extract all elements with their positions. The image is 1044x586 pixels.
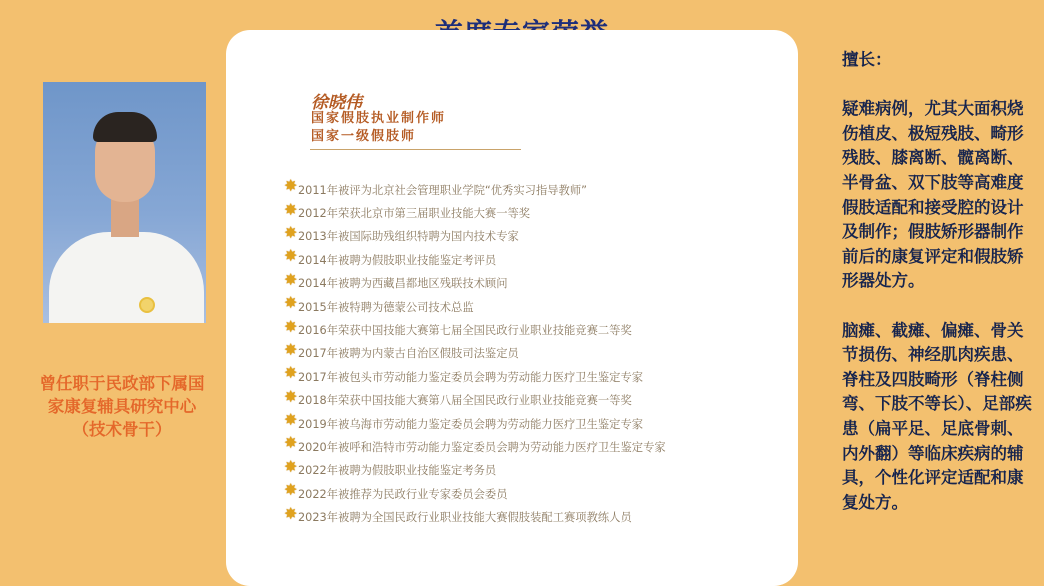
specialty-section <box>842 48 1038 540</box>
star-burst-icon: ✸ <box>284 363 298 383</box>
star-burst-icon: ✸ <box>284 176 298 196</box>
photo-coat <box>49 232 204 323</box>
expert-name: 徐晓伟 <box>311 93 362 113</box>
honor-text: 2011年被评为北京社会管理职业学院“优秀实习指导教师” <box>298 183 587 197</box>
star-burst-icon: ✸ <box>284 456 298 476</box>
honor-item <box>284 456 666 482</box>
star-burst-icon: ✸ <box>284 222 298 242</box>
star-burst-icon: ✸ <box>284 480 298 500</box>
caption-line: 曾任职于民政部下属国 <box>39 374 205 393</box>
honor-text: 2012年荣获北京市第三届职业技能大赛一等奖 <box>298 207 531 221</box>
star-burst-icon: ✸ <box>284 433 298 453</box>
honor-text: 2017年被包头市劳动能力鉴定委员会聘为劳动能力医疗卫生鉴定专家 <box>298 370 644 384</box>
honor-text: 2023年被聘为全国民政行业职业技能大赛假肢装配工赛项教练人员 <box>298 511 632 525</box>
honor-item <box>284 339 666 365</box>
star-burst-icon: ✸ <box>284 269 298 289</box>
honor-text: 2022年被推荐为民政行业专家委员会委员 <box>298 487 508 501</box>
honor-text: 2015年被特聘为德蒙公司技术总监 <box>298 300 474 314</box>
photo-hair <box>93 112 157 142</box>
honor-text: 2016年荣获中国技能大赛第七届全国民政行业职业技能竞赛二等奖 <box>298 324 632 338</box>
photo-badge <box>139 297 155 313</box>
honor-text: 2013年被国际助残组织特聘为国内技术专家 <box>298 230 519 244</box>
expert-titles <box>311 110 446 146</box>
honor-item <box>284 222 666 248</box>
honor-item <box>284 318 666 341</box>
specialty-label: 擅长： <box>842 50 892 69</box>
star-burst-icon: ✸ <box>284 386 298 406</box>
honor-item <box>284 248 666 271</box>
caption-line: （技术骨干） <box>72 420 172 439</box>
star-burst-icon: ✸ <box>284 410 298 430</box>
honor-item <box>284 482 666 505</box>
honor-item <box>284 178 666 201</box>
honor-item <box>284 386 666 412</box>
star-burst-icon: ✸ <box>284 246 298 266</box>
star-burst-icon: ✸ <box>284 199 298 219</box>
honor-text: 2022年被聘为假肢职业技能鉴定考务员 <box>298 464 497 478</box>
expert-title: 国家假肢执业制作师 <box>311 111 447 126</box>
honor-text: 2017年被聘为内蒙古自治区假肢司法鉴定员 <box>298 347 519 361</box>
expert-photo <box>43 82 206 323</box>
honor-text: 2014年被聘为假肢职业技能鉴定考评员 <box>298 253 497 267</box>
caption-line: 家康复辅具研究中心 <box>47 397 197 416</box>
honor-item <box>284 269 666 295</box>
honor-item <box>284 505 666 528</box>
specialty-paragraph: 疑难病例，尤其大面积烧伤植皮、极短残肢、畸形残肢、膝离断、髋离断、半骨盆、双下肢等高难度假肢适配和接受腔的设计及制作；假肢矫形器制作前后的康复评定和假肢矫形器处方。 <box>842 99 1024 291</box>
honor-item <box>284 365 666 388</box>
left-caption <box>14 372 230 441</box>
honor-text: 2014年被聘为西藏昌都地区残联技术顾问 <box>298 277 508 291</box>
expert-title: 国家一级假肢师 <box>311 129 417 144</box>
star-burst-icon: ✸ <box>284 293 298 313</box>
star-burst-icon: ✸ <box>284 339 298 359</box>
honor-item <box>284 201 666 224</box>
honor-item <box>284 412 666 435</box>
photo-neck <box>111 197 139 237</box>
star-burst-icon: ✸ <box>284 503 298 523</box>
honor-item <box>284 435 666 458</box>
honor-text: 2020年被呼和浩特市劳动能力鉴定委员会聘为劳动能力医疗卫生鉴定专家 <box>298 440 666 454</box>
honor-text: 2018年荣获中国技能大赛第八届全国民政行业职业技能竞赛一等奖 <box>298 394 632 408</box>
honor-item <box>284 295 666 318</box>
specialty-paragraph: 脑瘫、截瘫、偏瘫、骨关节损伤、神经肌肉疾患、脊柱及四肢畸形（脊柱侧弯、下肢不等长）、足部疾患（扁平足、足底骨刺、内外翻）等临床疾病的辅具，个性化评定适配和康复处方。 <box>842 320 1032 512</box>
honor-text: 2019年被乌海市劳动能力鉴定委员会聘为劳动能力医疗卫生鉴定专家 <box>298 417 644 431</box>
star-burst-icon: ✸ <box>284 316 298 336</box>
honors-list <box>284 178 666 529</box>
name-divider <box>310 149 521 150</box>
